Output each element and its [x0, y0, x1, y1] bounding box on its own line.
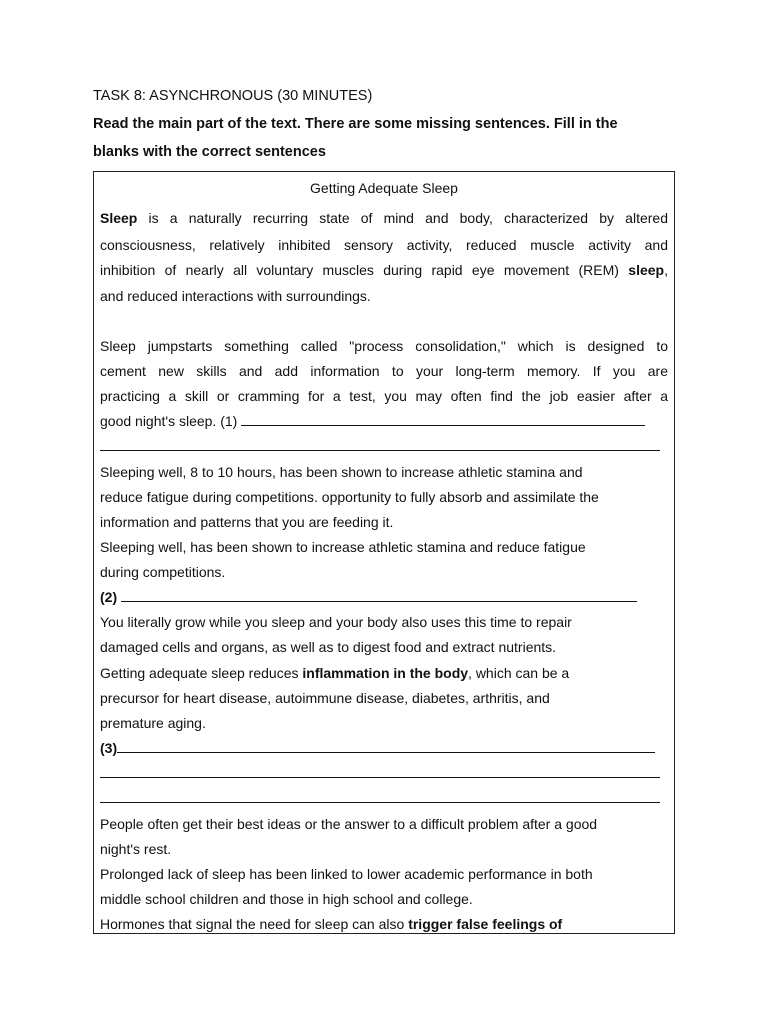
blank-3-line-1[interactable]: [117, 740, 655, 753]
task-heading: TASK 8: ASYNCHRONOUS (30 MINUTES): [93, 88, 373, 104]
blank-3-label: (3): [100, 740, 118, 756]
p4-line-4: precursor for heart disease, autoimmune disease, diabetes, arthritis, and: [100, 690, 550, 706]
blank-3[interactable]: [100, 739, 668, 757]
blank-2-label: (2): [100, 589, 118, 605]
p1-line-2: consciousness, relatively inhibited sensory activity, reduced muscle activity and: [100, 237, 668, 253]
bold-inflammation: inflammation in the body: [302, 665, 469, 681]
p1-line-4: and reduced interactions with surroundings.: [100, 288, 371, 304]
p5-line-3: Prolonged lack of sleep has been linked to lower academic performance in both: [100, 866, 593, 882]
p5-line-2: night's rest.: [100, 841, 172, 857]
p1-line-3-end: ,: [664, 262, 668, 278]
p2-line-4: [100, 412, 668, 430]
p4-line-5: premature aging.: [100, 715, 206, 731]
instructions-line-2: blanks with the correct sentences: [93, 144, 326, 160]
p2-line-1: Sleep jumpstarts something called "process consolidation," which is designed to: [100, 338, 668, 354]
bold-sleep: Sleep: [100, 210, 138, 226]
bold-trigger-false-feelings: trigger false feelings of: [408, 916, 563, 932]
p3-line-4: Sleeping well, has been shown to increase athletic stamina and reduce fatigue: [100, 539, 586, 555]
p1-line-3-text: inhibition of nearly all voluntary muscles during rapid eye movement (REM): [100, 262, 629, 278]
p4-line-3: [100, 664, 668, 682]
blank-3-continuation-2[interactable]: [100, 789, 668, 807]
p4-line-2: damaged cells and organs, as well as to digest food and extract nutrients.: [100, 639, 557, 655]
p3-line-1: Sleeping well, 8 to 10 hours, has been shown to increase athletic stamina and: [100, 464, 583, 480]
p3-line-3: information and patterns that you are feeding it.: [100, 514, 394, 530]
blank-2[interactable]: [100, 588, 668, 606]
bold-sleep-2: sleep: [628, 262, 665, 278]
p2-line-2: cement new skills and add information to your long-term memory. If you are: [100, 363, 668, 379]
blank-3-continuation-1[interactable]: [100, 764, 668, 782]
p5-line-4: middle school children and those in high school and college.: [100, 891, 473, 907]
p4-line-3-end: , which can be a: [468, 665, 570, 681]
p3-line-2: reduce fatigue during competitions. opportunity to fully absorb and assimilate the: [100, 489, 599, 505]
blank-1-line-2[interactable]: [100, 438, 660, 451]
p1-line-1: [100, 209, 668, 227]
passage-title: Getting Adequate Sleep: [310, 180, 458, 196]
blank-3-line-3[interactable]: [100, 790, 660, 803]
p2-line-3: practicing a skill or cramming for a test, you may often find the job easier after a: [100, 388, 668, 404]
p1-line-1-text: is a naturally recurring state of mind and body, characterized by altered: [137, 210, 668, 226]
blank-2-line[interactable]: [121, 589, 637, 602]
p4-line-1: You literally grow while you sleep and your body also uses this time to repair: [100, 614, 572, 630]
passage-box: [93, 171, 675, 934]
p2-line-4-text: good night's sleep. (1): [100, 413, 238, 429]
blank-1-continuation[interactable]: [100, 437, 668, 455]
p4-line-3-text: Getting adequate sleep reduces: [100, 665, 303, 681]
p5-line-5-text: Hormones that signal the need for sleep can also: [100, 916, 409, 932]
p3-line-5: during competitions.: [100, 564, 226, 580]
blank-1-line[interactable]: [241, 413, 645, 426]
p5-line-5: [100, 915, 668, 933]
p5-line-1: People often get their best ideas or the answer to a difficult problem after a good: [100, 816, 598, 832]
p1-line-3: [100, 261, 668, 279]
blank-3-line-2[interactable]: [100, 765, 660, 778]
instructions-line-1: Read the main part of the text. There are some missing sentences. Fill in the: [93, 116, 618, 132]
